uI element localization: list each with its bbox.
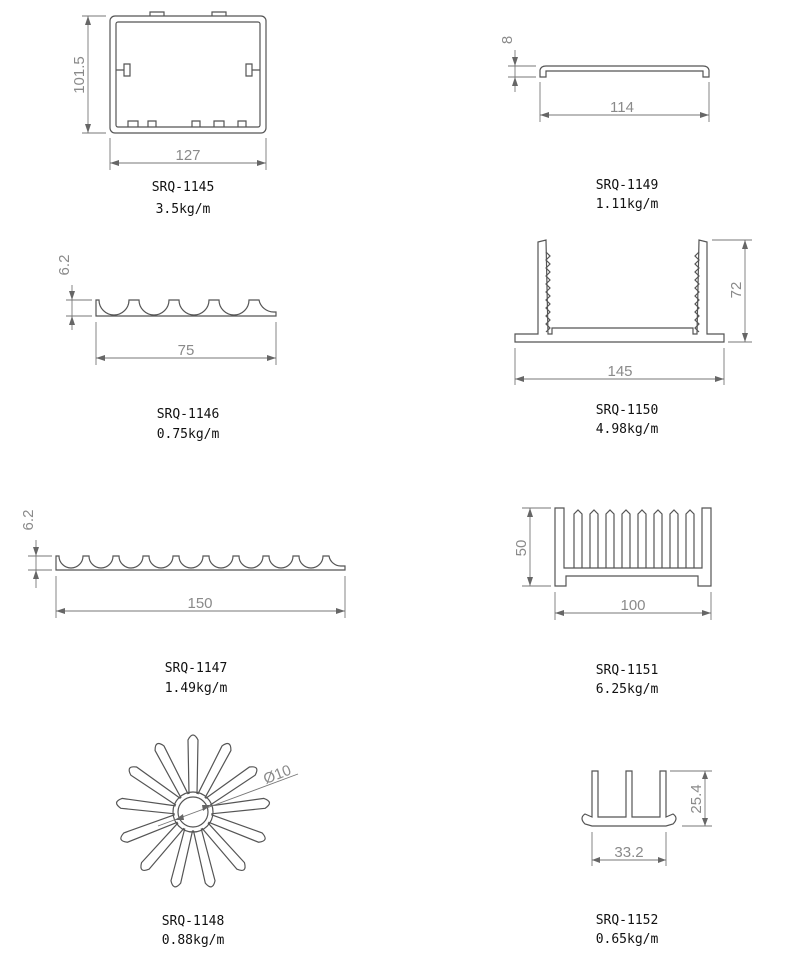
profile-weight-srq-1152: 0.65kg/m — [595, 932, 659, 947]
profile-srq-1146-drawing — [96, 300, 276, 316]
dimension-width-srq-1146: 75 — [177, 342, 195, 359]
profile-srq-1152 — [582, 771, 712, 947]
profile-weight-srq-1151: 6.25kg/m — [595, 682, 659, 697]
profile-code-srq-1151: SRQ-1151 — [595, 663, 659, 678]
profile-code-srq-1147: SRQ-1147 — [164, 661, 228, 676]
dimension-diameter-srq-1148: Ø10 — [261, 761, 294, 788]
profile-weight-srq-1148: 0.88kg/m — [161, 933, 225, 948]
profile-srq-1145 — [71, 12, 266, 217]
profile-code-srq-1148: SRQ-1148 — [161, 914, 225, 929]
profile-weight-srq-1149: 1.11kg/m — [595, 197, 659, 212]
dimension-height-srq-1145: 101.5 — [71, 56, 88, 94]
profile-srq-1147 — [20, 510, 345, 696]
profile-weight-srq-1147: 1.49kg/m — [164, 681, 228, 696]
profile-code-srq-1152: SRQ-1152 — [595, 913, 659, 928]
dimension-height-srq-1147: 6.2 — [20, 509, 37, 531]
dimension-height-srq-1149: 8 — [499, 35, 516, 45]
profile-code-srq-1146: SRQ-1146 — [156, 407, 220, 422]
profile-code-srq-1145: SRQ-1145 — [151, 180, 215, 195]
dimension-width-srq-1149: 114 — [610, 99, 634, 116]
profile-code-srq-1149: SRQ-1149 — [595, 178, 659, 193]
dimension-height-srq-1151: 50 — [513, 539, 530, 557]
dimension-width-srq-1151: 100 — [620, 597, 646, 614]
profile-srq-1151 — [513, 508, 711, 697]
profile-srq-1150 — [515, 240, 752, 437]
profile-srq-1149 — [499, 36, 709, 212]
profile-srq-1147-drawing — [56, 556, 345, 570]
dimension-height-srq-1146: 6.2 — [56, 254, 73, 276]
profile-srq-1148 — [116, 735, 298, 948]
profile-srq-1150-drawing — [515, 240, 724, 342]
profile-code-srq-1150: SRQ-1150 — [595, 403, 659, 418]
profile-srq-1149-drawing — [540, 66, 709, 77]
dimension-height-srq-1150: 72 — [728, 281, 745, 299]
profile-srq-1151-drawing — [555, 508, 711, 586]
dimension-width-srq-1145: 127 — [175, 147, 201, 164]
profile-weight-srq-1146: 0.75kg/m — [156, 427, 220, 442]
dimension-width-srq-1150: 145 — [607, 363, 633, 380]
profile-weight-srq-1145: 3.5kg/m — [155, 202, 211, 217]
profile-srq-1152-drawing — [582, 771, 676, 826]
dimension-width-srq-1147: 150 — [187, 595, 213, 612]
profile-weight-srq-1150: 4.98kg/m — [595, 422, 659, 437]
profile-srq-1145-drawing — [110, 12, 266, 133]
profile-srq-1148-drawing — [116, 735, 270, 888]
dimension-height-srq-1152: 25.4 — [688, 784, 705, 814]
profile-srq-1146 — [56, 255, 276, 442]
dimension-width-srq-1152: 33.2 — [614, 844, 644, 861]
